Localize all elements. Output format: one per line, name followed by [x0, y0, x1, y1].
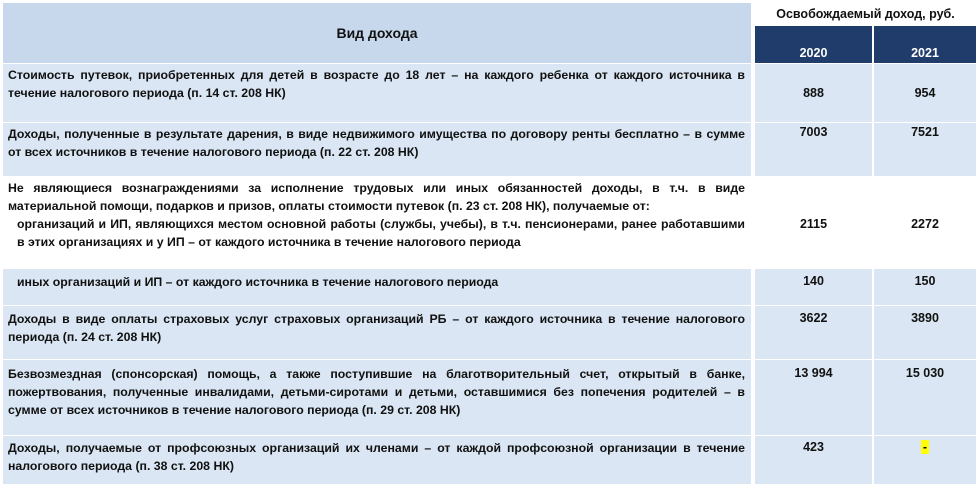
- income-description: организаций и ИП, являющихся местом основной работы (службы, учебы), в т.ч. пенсионерами, ранее работавшими в этих организациях и у ИП – от каждого источника в течение налогового периода: [3, 213, 751, 268]
- value-2021: -: [922, 440, 928, 454]
- table-row: [3, 64, 976, 122]
- value-2020: 7003: [755, 123, 872, 176]
- income-description: Безвозмездная (спонсорская) помощь, а также поступившие на благотворительный счет, открытый в банке, пожертвования, полученные инвалидами, детьми-сиротами и детьми, оставшимися без попечения родителей – в сумме от всех источников в течение налогового периода (п. 29 ст. 208 НК): [3, 360, 751, 435]
- income-description: Доходы, получаемые от профсоюзных организаций их членами – от каждой профсоюзной организации в течение налогового периода (п. 38 ст. 208 НК): [3, 436, 751, 484]
- table-row: [3, 269, 976, 305]
- table-row: [3, 360, 976, 435]
- value-2021-cell: [874, 436, 976, 484]
- value-2020: 423: [755, 436, 872, 484]
- income-description: Доходы в виде оплаты страховых услуг страховых организаций РБ – от каждого источника в течение налогового периода (п. 24 ст. 208 НК): [3, 306, 751, 359]
- value-2021: 954: [874, 64, 976, 122]
- value-2020: 140: [755, 269, 872, 305]
- income-description: Не являющиеся вознаграждениями за исполнение трудовых или иных обязанностей доходы, в т.ч. в виде материальной помощи, подарков и призов, оплаты стоимости путевок (п. 23 ст. 208 НК), получаемые от:: [3, 177, 751, 213]
- table-row: [3, 213, 976, 268]
- value-2020: 3622: [755, 306, 872, 359]
- year-2020-header: 2020: [755, 26, 872, 63]
- income-type-header: Вид дохода: [3, 3, 751, 63]
- value-2021: 2272: [874, 213, 976, 268]
- table-row: [3, 123, 976, 176]
- value-2021: 7521: [874, 123, 976, 176]
- income-description: иных организаций и ИП – от каждого источника в течение налогового периода: [3, 269, 751, 305]
- income-description: Стоимость путевок, приобретенных для детей в возрасте до 18 лет – на каждого ребенка от каждого источника в течение налогового периода (п. 14 ст. 208 НК): [3, 64, 751, 122]
- value-2021: 15 030: [874, 360, 976, 435]
- value-2021: 3890: [874, 306, 976, 359]
- value-2020: 13 994: [755, 360, 872, 435]
- table-row: [3, 436, 976, 484]
- value-2020: [755, 177, 872, 213]
- value-2020: 888: [755, 64, 872, 122]
- exempt-income-header: Освобождаемый доход, руб.: [755, 3, 976, 25]
- income-description: Доходы, полученные в результате дарения, в виде недвижимого имущества по договору ренты бесплатно – в сумме от всех источников в течение налогового периода (п. 22 ст. 208 НК): [3, 123, 751, 176]
- table-row: [3, 177, 976, 213]
- value-2021: [874, 177, 976, 213]
- value-2020: 2115: [755, 213, 872, 268]
- year-2021-header: 2021: [874, 26, 976, 63]
- value-2021: 150: [874, 269, 976, 305]
- table-row: [3, 306, 976, 359]
